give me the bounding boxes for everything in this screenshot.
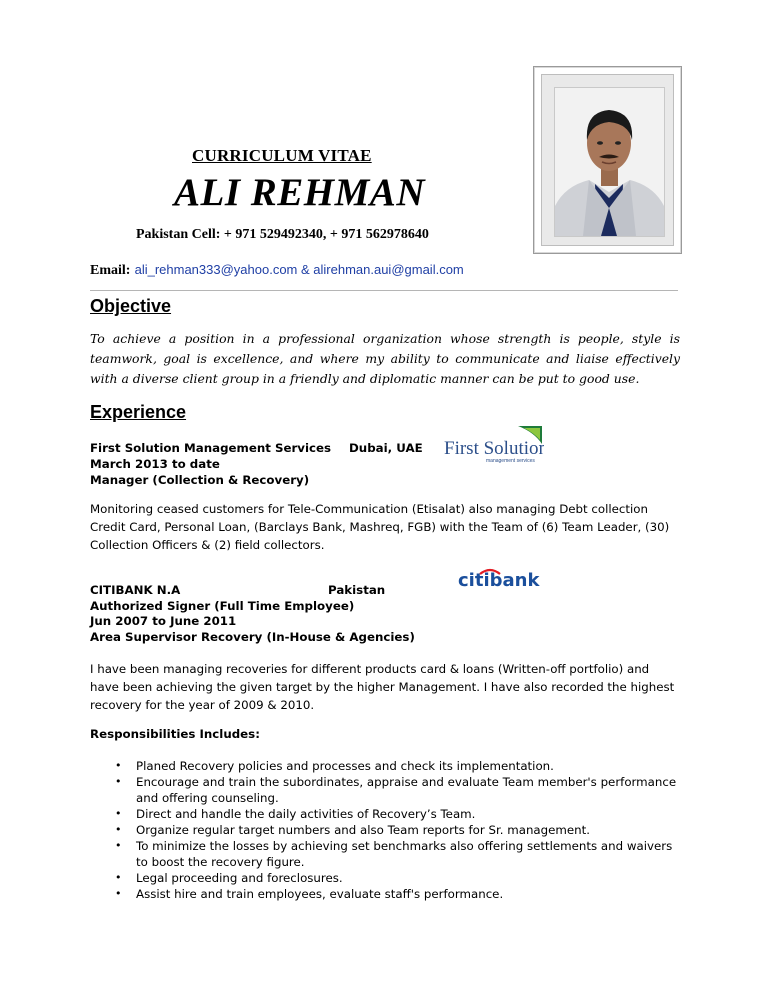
list-item [90,822,680,838]
first-solution-logo [444,424,544,464]
list-item-text: Encourage and train the subordinates, appraise and evaluate Team member's performance and offering counseling. [136,775,677,805]
list-item [90,838,680,870]
bullet-icon: • [115,807,122,820]
job1-description: Monitoring ceased customers for Tele-Communication (Etisalat) also managing Debt collection Credit Card, Personal Loan, (Barclays Bank, Mashreq, FGB) with the Team of (6) Team Leader, (30) Collection Officers & (2) field collectors. [90,502,670,552]
citibank-logo-text: citibank [458,570,540,590]
photo-frame [533,66,682,254]
photo-mat [541,74,674,246]
first-solution-logo-text: First Solution [444,438,544,459]
bullet-icon: • [115,839,122,852]
phone-line: Pakistan Cell: + 971 529492340, + 971 562978640 [136,227,429,242]
responsibilities-title: Responsibilities Includes: [90,727,260,741]
bullet-icon: • [115,775,122,788]
document-heading: CURRICULUM VITAE [192,146,372,165]
list-item-text: Organize regular target numbers and also Team reports for Sr. management. [136,823,590,837]
job1-company: First Solution Management Services [90,441,332,455]
profile-photo [554,87,665,237]
job2-location: Pakistan [328,583,386,597]
job2-role: Area Supervisor Recovery (In-House & Agencies) [90,630,415,644]
list-item-text: Planed Recovery policies and processes and check its implementation. [136,759,554,773]
list-item-text: To minimize the losses by achieving set benchmarks also offering settlements and waivers to boost the recovery figure. [136,839,673,869]
divider [90,290,678,291]
list-item-text: Legal proceeding and foreclosures. [136,871,343,885]
first-solution-logo-subtext: management services [486,458,535,464]
list-item [90,758,680,774]
job1-title: Manager (Collection & Recovery) [90,473,310,487]
objective-title: Objective [90,296,172,316]
job2-title: Authorized Signer (Full Time Employee) [90,599,355,613]
email-links[interactable]: ali_rehman333@yahoo.com & alirehman.aui@gmail.com [134,262,464,277]
job2-dates: Jun 2007 to June 2011 [90,614,237,628]
job1-dates: March 2013 to date [90,457,220,471]
citibank-logo [458,566,548,590]
bullet-icon: • [115,759,122,772]
list-item [90,774,680,806]
candidate-name: ALI REHMAN [174,171,425,214]
job1-location: Dubai, UAE [349,441,423,455]
bullet-icon: • [115,823,122,836]
list-item [90,886,680,902]
job2-company: CITIBANK N.A [90,583,181,597]
email-line [90,262,464,279]
bullet-icon: • [115,871,122,884]
experience-title: Experience [90,402,187,422]
list-item [90,806,680,822]
email-label: Email: [90,263,131,278]
list-item-text: Direct and handle the daily activities of Recovery’s Team. [136,807,476,821]
objective-text: To achieve a position in a professional organization whose strength is people, style is teamwork, goal is excellence, and where my ability to communicate and liaise effectively with a diverse client group in a friendly and diplomatic manner can be put to good use. [90,331,680,386]
list-item-text: Assist hire and train employees, evaluate staff's performance. [136,887,504,901]
list-item [90,870,680,886]
job2-description: I have been managing recoveries for different products card & loans (Written-off portfolio) and have been achieving the given target by the higher Management. I have also recorded the highest recovery for the year of 2009 & 2010. [90,662,675,712]
bullet-icon: • [115,887,122,900]
responsibilities-list [90,758,680,902]
